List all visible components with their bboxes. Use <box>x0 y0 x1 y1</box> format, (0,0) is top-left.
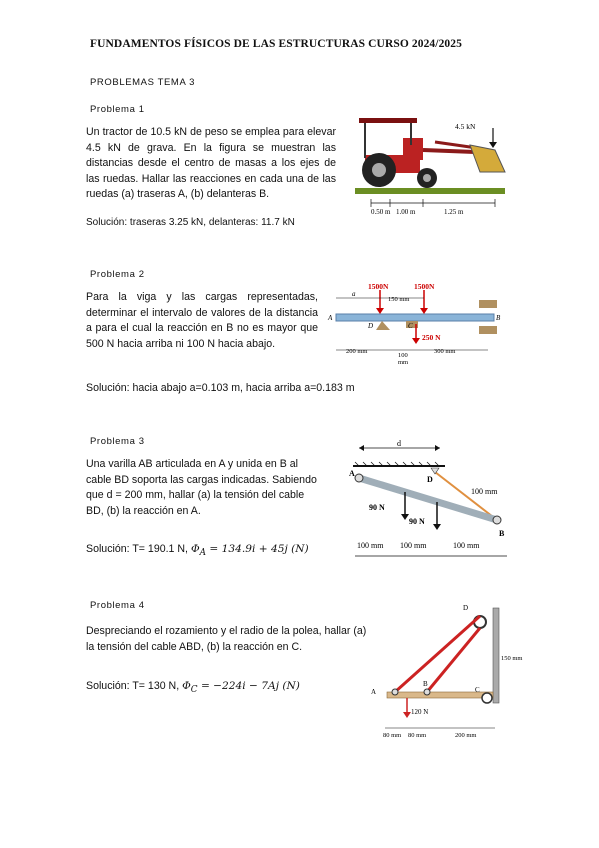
svg-text:C: C <box>475 686 480 694</box>
ground <box>355 188 505 194</box>
force-2-label: 1500N <box>414 282 435 291</box>
svg-text:100: 100 <box>398 352 408 359</box>
problem-4-text: Despreciando el rozamiento y el radio de la polea, hallar (a) la tensión del cable ABD, (b) la reacción en C. <box>86 625 367 653</box>
svg-text:A: A <box>371 688 377 696</box>
rod-cable-figure <box>345 438 520 563</box>
svg-text:100 mm: 100 mm <box>471 487 498 496</box>
rod-ab <box>359 478 497 520</box>
dim-3: 1.25 m <box>444 208 464 216</box>
cab-roof <box>359 118 417 123</box>
force-3-label: 250 N <box>422 333 441 342</box>
dim-2: 1.00 m <box>396 208 416 216</box>
svg-text:C: C <box>408 322 413 330</box>
svg-text:D: D <box>368 322 374 330</box>
svg-text:150 mm: 150 mm <box>388 296 410 303</box>
pulley-figure <box>365 600 530 745</box>
svg-text:A: A <box>349 469 355 478</box>
problem-2-solution: Solución: hacia abajo a=0.103 m, hacia arriba a=0.183 m <box>86 382 355 394</box>
document-title: FUNDAMENTOS FÍSICOS DE LAS ESTRUCTURAS CURSO 2024/2025 <box>90 38 462 50</box>
problem-1-label: Problema 1 <box>90 104 145 115</box>
svg-text:120 N: 120 N <box>411 708 429 716</box>
svg-text:80 mm: 80 mm <box>408 732 427 739</box>
svg-text:mm: mm <box>398 359 409 366</box>
svg-text:200 mm: 200 mm <box>346 348 368 355</box>
problem-2-text: Para la viga y las cargas representadas, determinar el intervalo de valores de la distancia a para el cual la reacción en B no es mayor que 500 N hacia arriba ni 100 N hacia abajo. <box>86 291 318 350</box>
tractor-figure <box>345 100 515 220</box>
svg-text:90 N: 90 N <box>369 503 385 512</box>
svg-text:100 mm: 100 mm <box>400 541 427 550</box>
svg-text:B: B <box>499 529 505 538</box>
svg-text:300 mm: 300 mm <box>434 348 456 355</box>
svg-text:200 mm: 200 mm <box>455 732 477 739</box>
force-1-label: 1500N <box>368 282 389 291</box>
bucket <box>470 145 505 172</box>
problem-1-solution: Solución: traseras 3.25 kN, delanteras: 11.7 kN <box>86 217 295 228</box>
svg-text:150 mm: 150 mm <box>501 655 523 662</box>
svg-text:d: d <box>397 439 401 448</box>
problem-4-solution: Solución: T= 130 N, $\Phi_C = -224i - 7Aj$ (N) <box>86 680 300 696</box>
dim-1: 0.50 m <box>371 208 391 216</box>
problem-2-label: Problema 2 <box>90 269 145 280</box>
problem-1-text: Un tractor de 10.5 kN de peso se emplea para elevar 4.5 kN de grava. En la figura se muestran las distancias desde el centro de masas a los ejes de las ruedas. Hallar las reacciones en cada una de las ruedas (a) traseras A, (b) delanteras B. <box>86 126 336 200</box>
section-subtitle: PROBLEMAS TEMA 3 <box>90 77 195 88</box>
svg-text:80 mm: 80 mm <box>383 732 402 739</box>
svg-text:D: D <box>427 475 433 484</box>
svg-text:a: a <box>352 290 356 298</box>
problem-3-label: Problema 3 <box>90 436 145 447</box>
beam-figure <box>322 280 512 370</box>
svg-text:D: D <box>463 604 469 612</box>
beam <box>336 314 494 321</box>
problem-3-text: Una varilla AB articulada en A y unida en B al cable BD soporta las cargas indicadas. Sabiendo que d = 200 mm, hallar (a) la tensión del cable BD, (b) la reacción en A. <box>86 458 317 517</box>
svg-text:100 mm: 100 mm <box>453 541 480 550</box>
problem-4-label: Problema 4 <box>90 600 145 611</box>
svg-text:B: B <box>423 680 428 688</box>
load-label: 4.5 kN <box>455 122 476 131</box>
svg-text:90 N: 90 N <box>409 517 425 526</box>
problem-3-solution: Solución: T= 190.1 N, $\Phi_A = 134.9i + 45j$ (N) <box>86 543 309 559</box>
wall <box>493 608 499 703</box>
svg-text:B: B <box>496 314 501 322</box>
svg-text:100 mm: 100 mm <box>357 541 384 550</box>
svg-text:A: A <box>328 314 333 322</box>
